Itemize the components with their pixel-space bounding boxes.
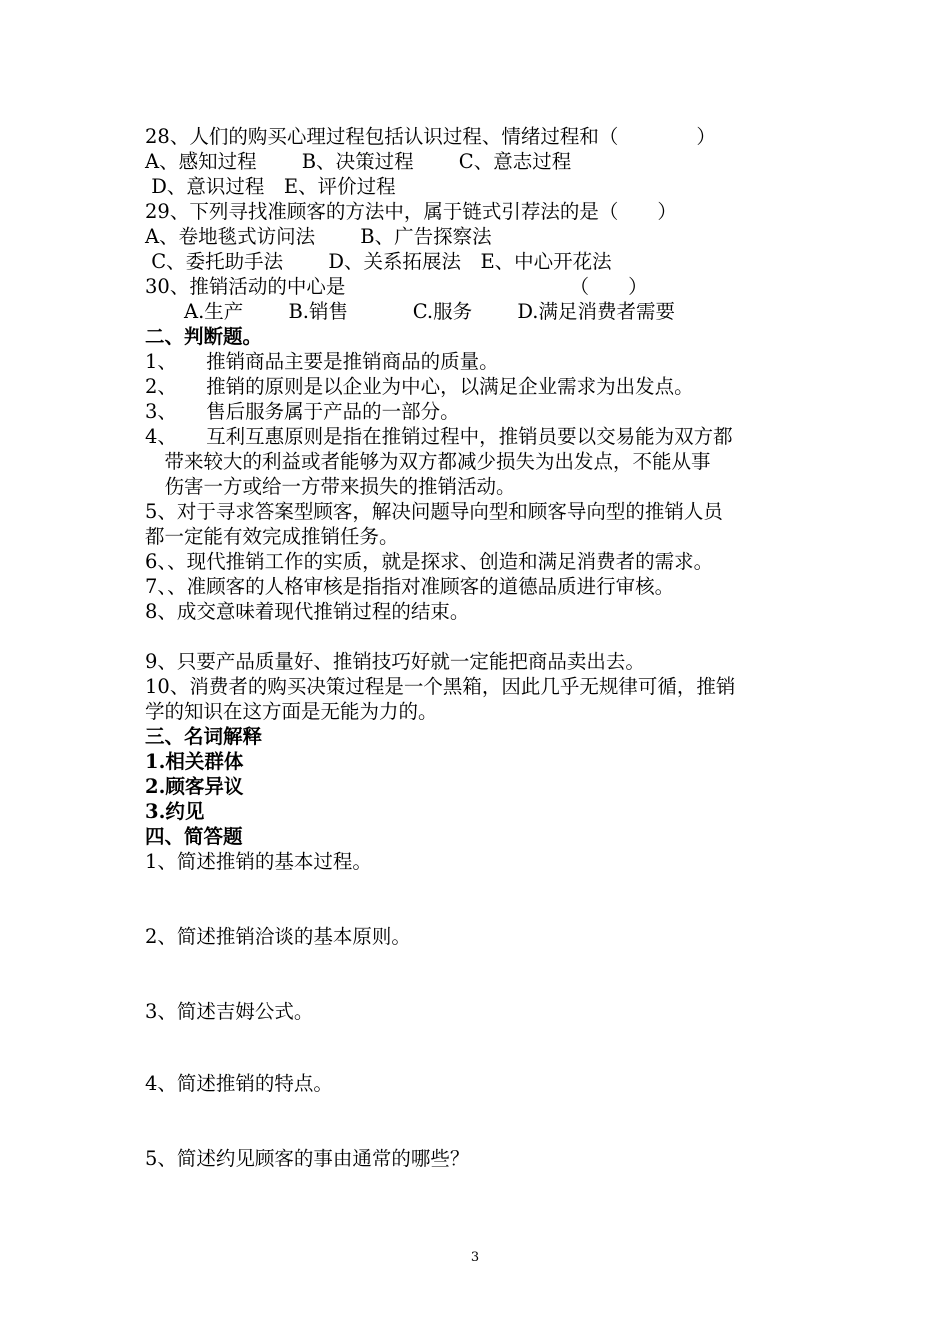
question-29-options-c-e: C、委托助手法 D、关系拓展法 E、中心开花法 (145, 250, 612, 273)
short-answer-item-1: 1、简述推销的基本过程。 (145, 850, 372, 873)
judgement-item-10-line-1: 10、消费者的购买决策过程是一个黑箱，因此几乎无规律可循，推销 (145, 675, 736, 698)
question-30-options: A.生产 B.销售 C.服务 D.满足消费者需要 (145, 300, 675, 323)
judgement-item-6: 6、、现代推销工作的实质，就是探求、创造和满足消费者的需求。 (145, 550, 714, 573)
question-29: 29、下列寻找准顾客的方法中，属于链式引荐法的是（ ） (145, 200, 677, 223)
judgement-item-2: 2、 推销的原则是以企业为中心，以满足企业需求为出发点。 (145, 375, 694, 398)
term-item-3: 3.约见 (145, 800, 205, 823)
section-heading-judgement: 二、判断题。 (145, 325, 263, 348)
question-30: 30、推销活动的中心是 （ ） (145, 275, 648, 298)
question-28: 28、人们的购买心理过程包括认识过程、情绪过程和（ ） (145, 125, 716, 148)
question-29-options-a-b: A、卷地毯式访问法 B、广告探察法 (145, 225, 492, 248)
short-answer-item-5: 5、简述约见顾客的事由通常的哪些？ (145, 1147, 470, 1170)
judgement-item-4-line-2: 带来较大的利益或者能够为双方都减少损失为出发点，不能从事 (145, 450, 711, 473)
short-answer-item-3: 3、简述吉姆公式。 (145, 1000, 314, 1023)
short-answer-item-4: 4、简述推销的特点。 (145, 1072, 333, 1095)
judgement-item-4-line-1: 4、 互利互惠原则是指在推销过程中，推销员要以交易能为双方都 (145, 425, 733, 448)
judgement-item-8: 8、成交意味着现代推销过程的结束。 (145, 600, 470, 623)
judgement-item-3: 3、 售后服务属于产品的一部分。 (145, 400, 460, 423)
judgement-item-4-line-3: 伤害一方或给一方带来损失的推销活动。 (145, 475, 516, 498)
section-heading-short-answer: 四、简答题 (145, 825, 243, 848)
term-item-2: 2.顾客异议 (145, 775, 244, 798)
judgement-item-10-line-2: 学的知识在这方面是无能为力的。 (145, 700, 438, 723)
question-28-options-d-e: D、意识过程 E、评价过程 (145, 175, 396, 198)
term-item-1: 1.相关群体 (145, 750, 244, 773)
page-number: 3 (470, 1250, 480, 1265)
judgement-item-7: 7、、准顾客的人格审核是指指对准顾客的道德品质进行审核。 (145, 575, 675, 598)
judgement-item-5-line-2: 都一定能有效完成推销任务。 (145, 525, 399, 548)
short-answer-item-2: 2、简述推销洽谈的基本原则。 (145, 925, 411, 948)
section-heading-terms: 三、名词解释 (145, 725, 263, 748)
judgement-item-5-line-1: 5、对于寻求答案型顾客，解决问题导向型和顾客导向型的推销人员 (145, 500, 723, 523)
judgement-item-9: 9、只要产品质量好、推销技巧好就一定能把商品卖出去。 (145, 650, 645, 673)
judgement-item-1: 1、 推销商品主要是推销商品的质量。 (145, 350, 499, 373)
question-28-options-a-c: A、感知过程 B、决策过程 C、意志过程 (145, 150, 572, 173)
